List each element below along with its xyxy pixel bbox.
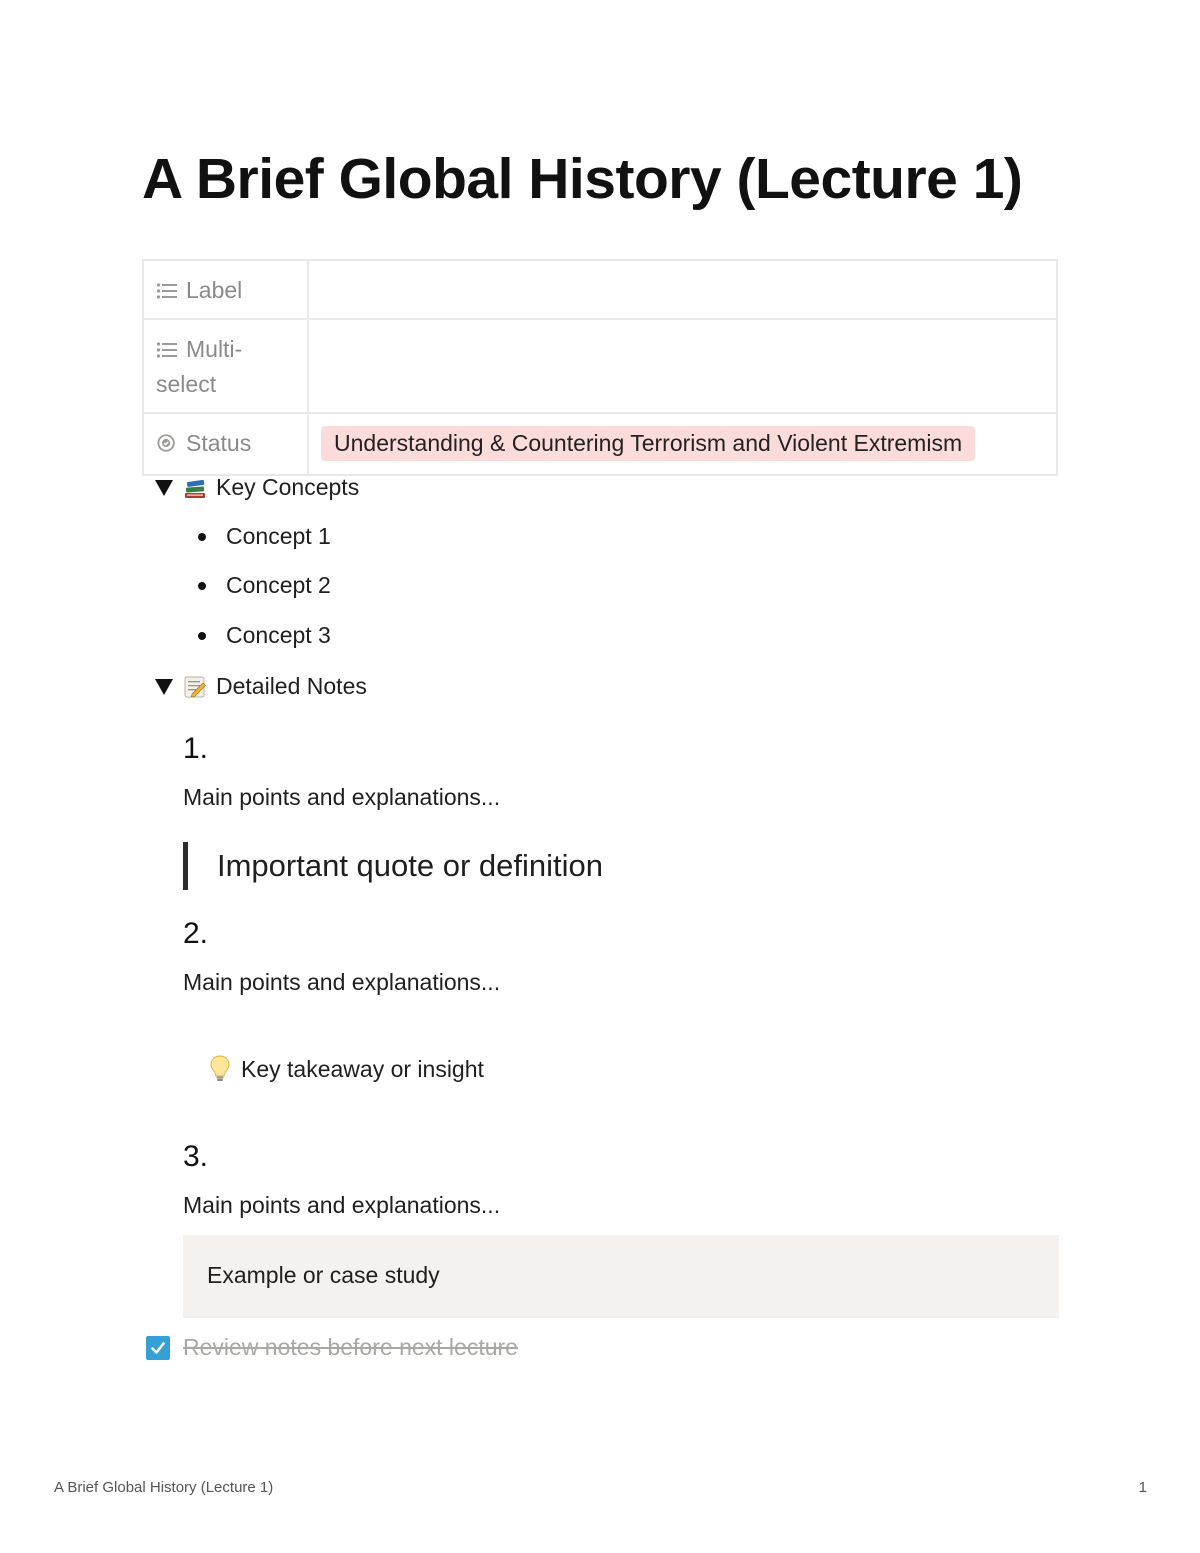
section-text: Main points and explanations... — [183, 969, 501, 995]
status-badge[interactable]: Understanding & Countering Terrorism and Violent Extremism — [321, 426, 975, 461]
callout-block — [208, 1054, 484, 1084]
toggle-triangle-icon[interactable] — [155, 679, 173, 695]
list-item — [198, 572, 331, 599]
footer-title: A Brief Global History (Lecture 1) — [54, 1479, 274, 1496]
list-icon — [156, 282, 178, 300]
section-number: 2. — [183, 917, 209, 950]
list-item-text: Concept 2 — [226, 572, 331, 598]
example-block: Example or case study — [183, 1235, 1059, 1318]
property-row-label — [143, 260, 1057, 319]
list-item-text: Concept 1 — [226, 523, 331, 549]
todo-item — [146, 1334, 518, 1361]
property-name[interactable] — [143, 319, 308, 413]
property-row-status — [143, 413, 1057, 475]
bullet-dot — [198, 533, 206, 541]
section-text: Main points and explanations... — [183, 1192, 501, 1218]
list-icon — [156, 341, 178, 359]
list-item — [198, 622, 331, 649]
page-number: 1 — [1138, 1479, 1147, 1496]
property-name[interactable] — [143, 413, 308, 475]
toggle-heading: Detailed Notes — [216, 673, 367, 699]
property-value[interactable] — [308, 319, 1057, 413]
page-title: A Brief Global History (Lecture 1) — [142, 147, 1023, 211]
section-text: Main points and explanations... — [183, 784, 501, 810]
lightbulb-icon — [208, 1054, 232, 1084]
property-name[interactable] — [143, 260, 308, 319]
todo-checkbox[interactable] — [146, 1336, 170, 1360]
property-label: Label — [186, 277, 243, 303]
property-value[interactable] — [308, 413, 1057, 475]
toggle-heading: Key Concepts — [216, 474, 360, 500]
property-label: Status — [186, 430, 252, 456]
todo-text: Review notes before next lecture — [183, 1334, 518, 1360]
bullet-dot — [198, 632, 206, 640]
checkmark-icon — [149, 1339, 167, 1357]
property-label: Multi-select — [156, 336, 243, 397]
list-item — [198, 523, 331, 550]
bullet-dot — [198, 582, 206, 590]
properties-table — [142, 259, 1058, 476]
toggle-triangle-icon[interactable] — [155, 480, 173, 496]
property-row-multi-select — [143, 319, 1057, 413]
books-icon — [183, 476, 207, 500]
toggle-key-concepts[interactable] — [155, 474, 359, 501]
section-number: 1. — [183, 732, 209, 765]
toggle-detailed-notes[interactable] — [155, 673, 367, 700]
property-value[interactable] — [308, 260, 1057, 319]
quote-block: Important quote or definition — [183, 842, 603, 890]
callout-text: Key takeaway or insight — [241, 1055, 484, 1082]
section-number: 3. — [183, 1140, 209, 1173]
list-item-text: Concept 3 — [226, 622, 331, 648]
memo-icon — [183, 675, 207, 699]
status-icon — [156, 433, 178, 453]
